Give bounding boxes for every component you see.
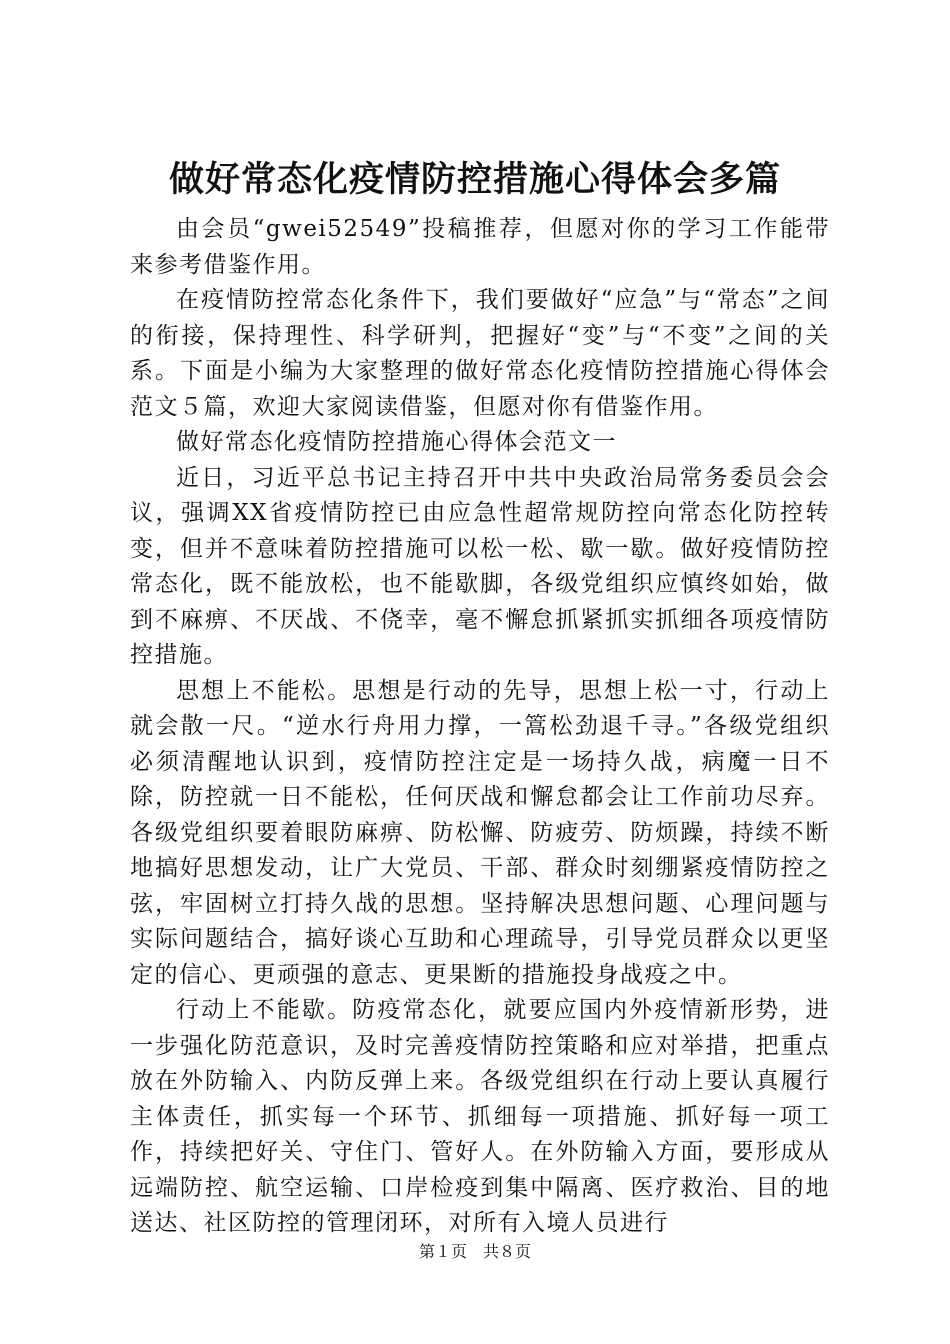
summary-paragraph: 在疫情防控常态化条件下，我们要做好“应急”与“常态”之间的衔接，保持理性、科学研判，把握好“变”与“不变”之间的关系。下面是小编为大家整理的做好常态化疫情防控措施心得体会范文５篇，欢迎大家阅读借鉴，但愿对你有借鉴作用。 bbox=[130, 287, 830, 420]
page-number-footer: 第１页 共８页 bbox=[418, 1242, 531, 1261]
intro-paragraph: 由会员“gwei52549”投稿推荐，但愿对你的学习工作能带来参考借鉴作用。 bbox=[130, 216, 830, 278]
document-body bbox=[130, 212, 830, 1242]
body-paragraph: 近日，习近平总书记主持召开中共中央政治局常务委员会会议，强调XX省疫情防控已由应急性超常规防控向常态化防控转变，但并不意味着防控措施可以松一松、歇一歇。做好疫情防控常态化，既不能放松，也不能歇脚，各级党组织应慎终如始，做到不麻痹、不厌战、不侥幸，毫不懈怠抓紧抓实抓细各项疫情防控措施。 bbox=[130, 464, 830, 668]
document-title: 做好常态化疫情防控措施心得体会多篇 bbox=[168, 159, 781, 200]
body-paragraph: 思想上不能松。思想是行动的先导，思想上松一寸，行动上就会散一尺。“逆水行舟用力撑，一篙松劲退千寻。”各级党组织必须清醒地认识到，疫情防控注定是一场持久战，病魔一日不除，防控就一日不能松，任何厌战和懈怠都会让工作前功尽弃。各级党组织要着眼防麻痹、防松懈、防疲劳、防烦躁，持续不断地搞好思想发动，让广大党员、干部、群众时刻绷紧疫情防控之弦，牢固树立打持久战的思想。坚持解决思想问题、心理问题与实际问题结合，搞好谈心互助和心理疏导，引导党员群众以更坚定的信心、更顽强的意志、更果断的措施投身战疫之中。 bbox=[130, 677, 830, 988]
section-heading: 做好常态化疫情防控措施心得体会范文一 bbox=[176, 429, 617, 455]
body-paragraph: 行动上不能歇。防疫常态化，就要应国内外疫情新形势，进一步强化防范意识，及时完善疫情防控策略和应对举措，把重点放在外防输入、内防反弹上来。各级党组织在行动上要认真履行主体责任，抓实每一个环节、抓细每一项措施、抓好每一项工作，持续把好关、守住门、管好人。在外防输入方面，要形成从远端防控、航空运输、口岸检疫到集中隔离、医疗救治、目的地送达、社区防控的管理闭环，对所有入境人员进行 bbox=[130, 997, 830, 1236]
